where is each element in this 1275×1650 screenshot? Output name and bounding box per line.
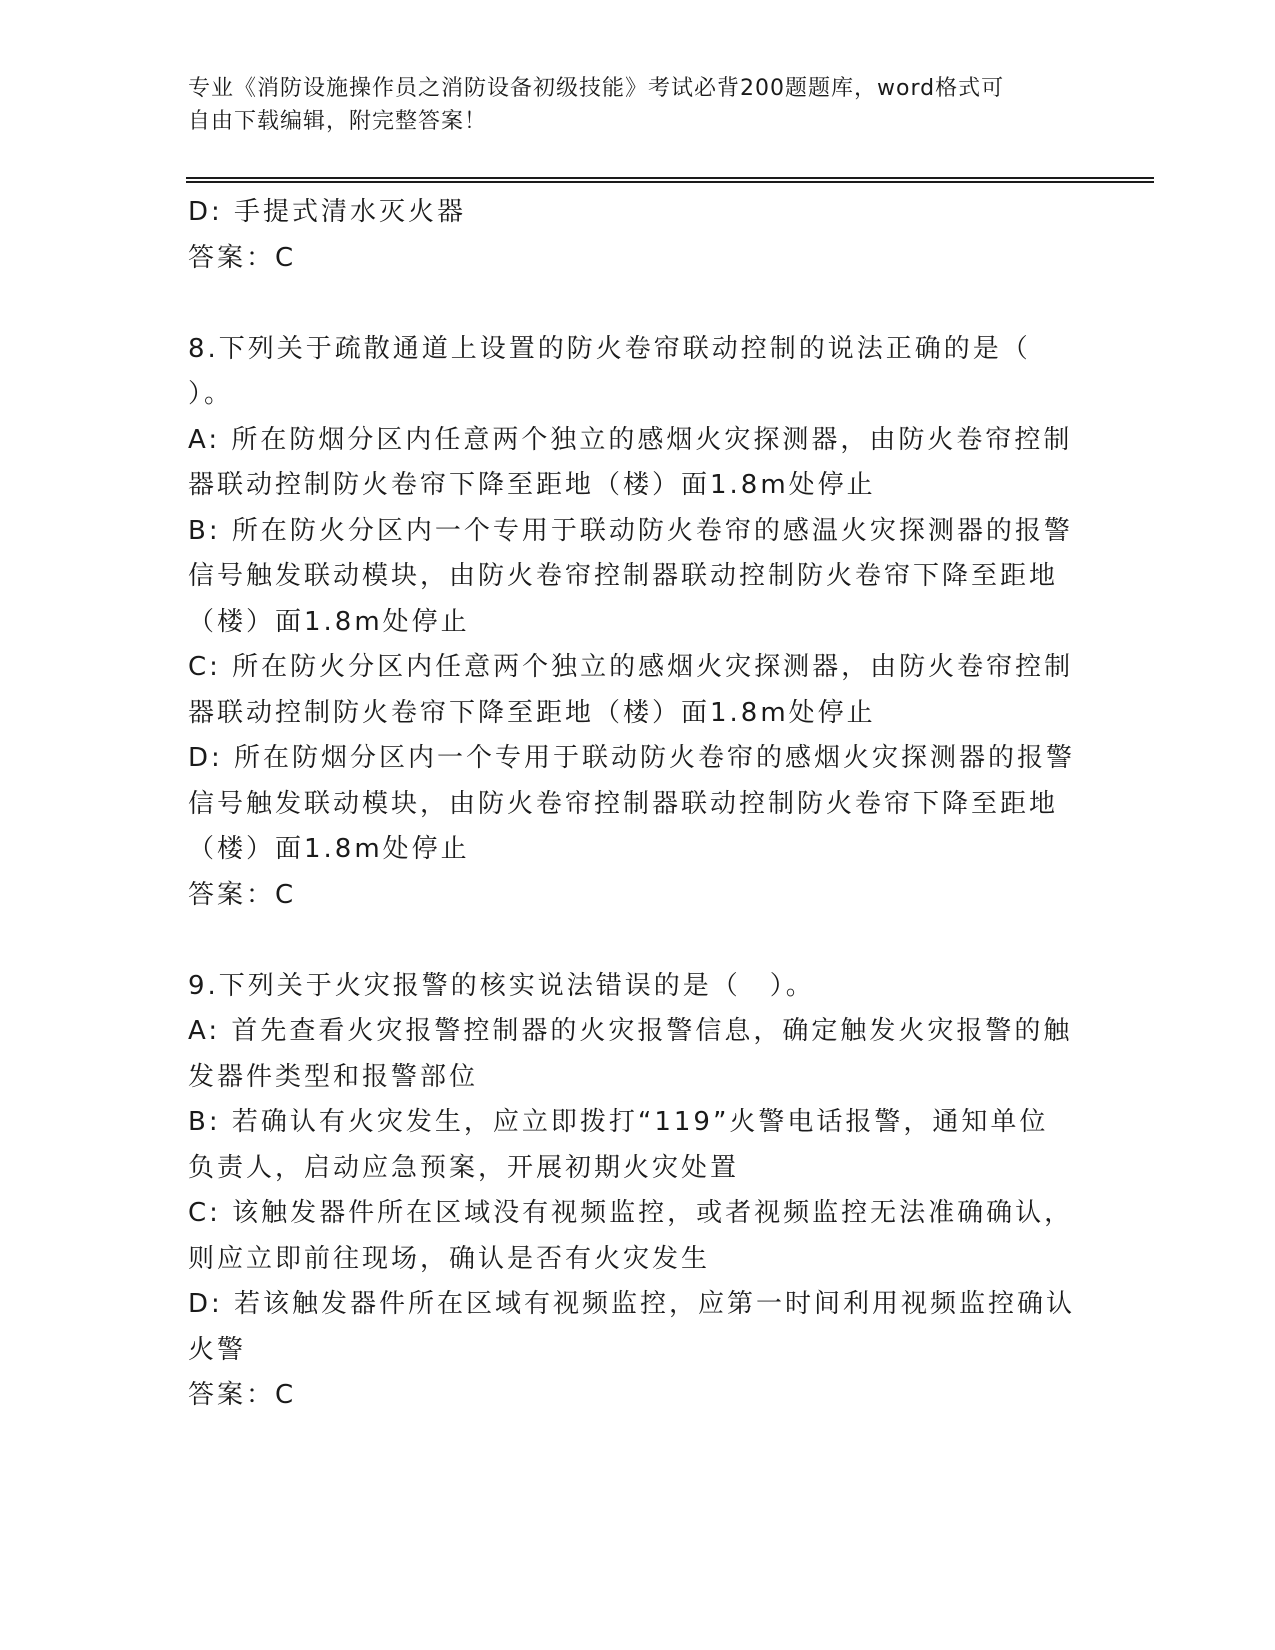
option-d: D: 手提式清水灭火器 bbox=[188, 197, 467, 227]
question-stem: 8.下列关于疏散通道上设置的防火卷帘联动控制的说法正确的是（ bbox=[188, 333, 1031, 364]
question-stem-continued: ）。 bbox=[188, 379, 234, 409]
option-b: B: 所在防火分区内一个专用于联动防火卷帘的感温火灾探测器的报警 bbox=[188, 515, 1073, 546]
question-9 bbox=[188, 964, 1078, 1419]
document-body bbox=[188, 190, 1078, 1419]
header-divider-line-2 bbox=[186, 181, 1154, 183]
option-b-continued: （楼）面1.8m处停止 bbox=[188, 606, 470, 637]
option-c-continued: 则应立即前往现场，确认是否有火灾发生 bbox=[188, 1243, 711, 1274]
option-c: C: 该触发器件所在区域没有视频监控，或者视频监控无法准确确认， bbox=[188, 1198, 1074, 1228]
option-d-continued: 火警 bbox=[188, 1334, 247, 1365]
option-a-continued: 器联动控制防火卷帘下降至距地（楼）面1.8m处停止 bbox=[188, 470, 876, 500]
option-a-continued: 发器件类型和报警部位 bbox=[188, 1061, 479, 1092]
spacer bbox=[188, 918, 1078, 964]
option-d: D: 若该触发器件所在区域有视频监控，应第一时间利用视频监控确认 bbox=[188, 1289, 1076, 1319]
option-a: A: 首先查看火灾报警控制器的火灾报警信息，确定触发火灾报警的触 bbox=[188, 1016, 1073, 1046]
option-d-continued: 信号触发联动模块，由防火卷帘控制器联动控制防火卷帘下降至距地 bbox=[188, 788, 1059, 819]
option-b-continued: 信号触发联动模块，由防火卷帘控制器联动控制防火卷帘下降至距地 bbox=[188, 561, 1059, 591]
question-stem: 9.下列关于火灾报警的核实说法错误的是（ ）。 bbox=[188, 970, 815, 1001]
header-divider-line-1 bbox=[186, 177, 1154, 179]
option-b-continued: 负责人，启动应急预案，开展初期火灾处置 bbox=[188, 1152, 740, 1183]
answer-line: 答案：C bbox=[188, 242, 297, 273]
option-c: C: 所在防火分区内任意两个独立的感烟火灾探测器，由防火卷帘控制 bbox=[188, 652, 1074, 682]
answer-line: 答案：C bbox=[188, 879, 297, 910]
question-8 bbox=[188, 327, 1078, 919]
document-header bbox=[188, 72, 1088, 138]
header-divider bbox=[186, 177, 1154, 183]
option-d-continued: （楼）面1.8m处停止 bbox=[188, 834, 470, 864]
spacer bbox=[188, 281, 1078, 327]
option-a: A: 所在防烟分区内任意两个独立的感烟火灾探测器，由防火卷帘控制 bbox=[188, 424, 1073, 455]
option-d: D: 所在防烟分区内一个专用于联动防火卷帘的感烟火灾探测器的报警 bbox=[188, 743, 1076, 773]
header-line-1: 专业《消防设施操作员之消防设备初级技能》考试必背200题题库，word格式可 bbox=[188, 76, 1005, 101]
previous-question-tail bbox=[188, 190, 1078, 281]
header-line-2: 自由下载编辑，附完整答案！ bbox=[188, 109, 488, 134]
option-c-continued: 器联动控制防火卷帘下降至距地（楼）面1.8m处停止 bbox=[188, 697, 876, 728]
answer-line: 答案：C bbox=[188, 1380, 297, 1410]
option-b: B: 若确认有火灾发生，应立即拨打“119”火警电话报警，通知单位 bbox=[188, 1107, 1049, 1137]
